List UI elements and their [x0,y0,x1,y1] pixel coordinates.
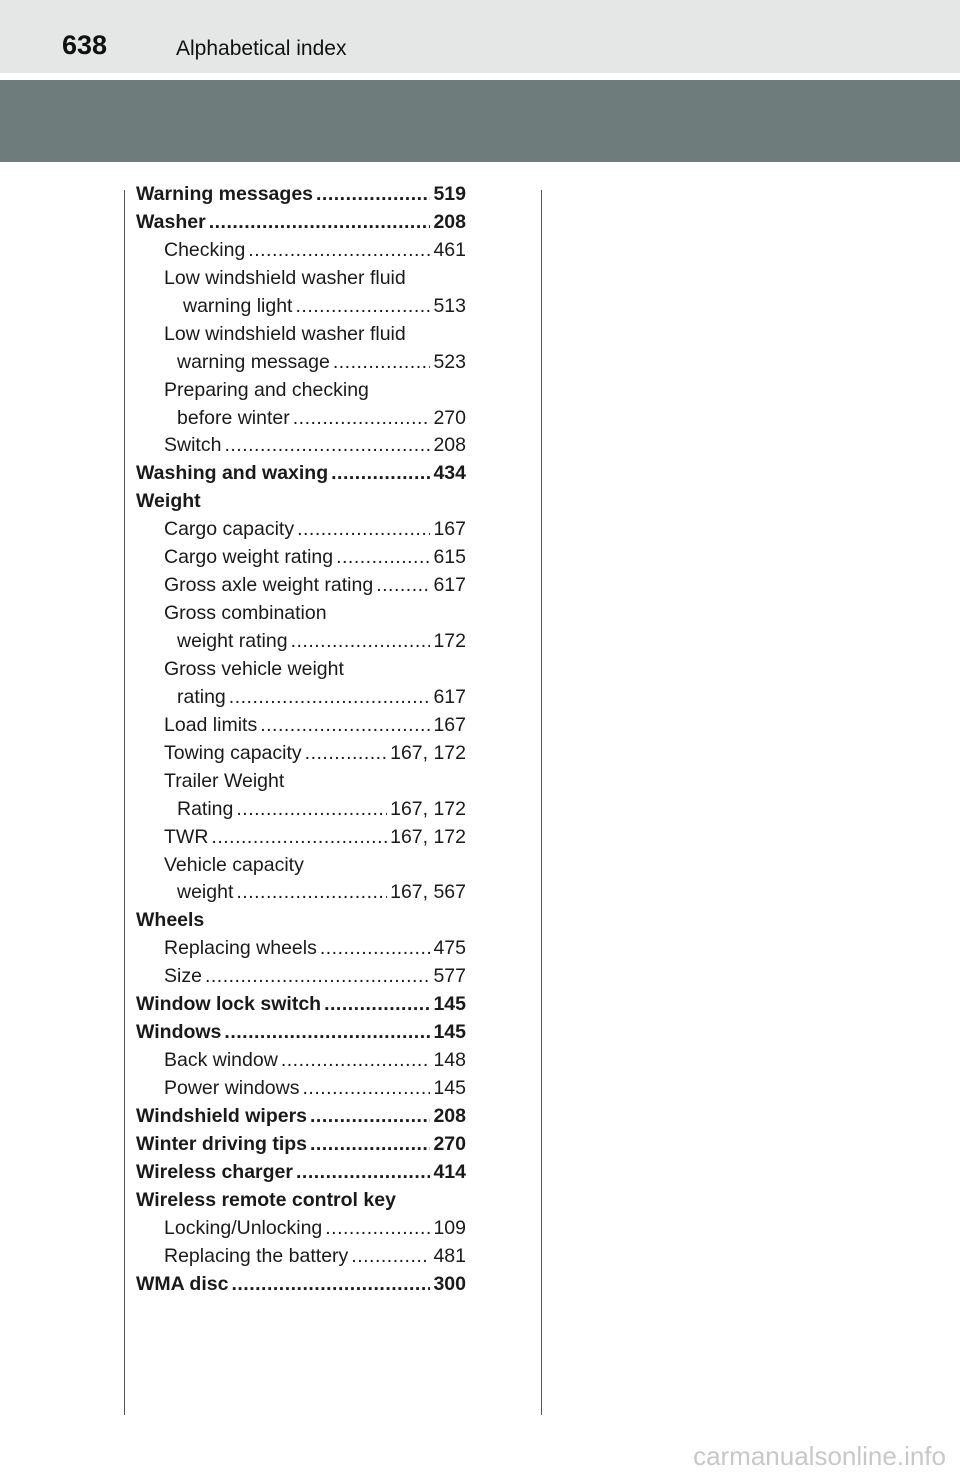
dot-leader [333,349,431,377]
entry-page-ref: 109 [433,1216,466,1239]
entry-label: Gross axle weight rating [164,574,374,597]
entry-page-ref: 145 [433,993,466,1016]
index-subentry [136,628,466,656]
index-subentry [136,572,466,600]
page-header [0,0,960,73]
entry-page-ref: 167 [433,713,466,736]
dot-leader [296,1159,430,1187]
index-entry [136,1271,466,1299]
entry-page-ref: 167, 172 [390,797,466,820]
entry-label: Winter driving tips [136,1132,307,1155]
entry-page-ref: 270 [433,406,466,429]
index-subentry [136,740,466,768]
index-subentry [136,1243,466,1271]
entry-page-ref: 481 [433,1244,466,1267]
entry-label: Wheels [136,909,205,932]
entry-label: Cargo weight rating [164,546,334,569]
section-title: Alphabetical index [176,37,347,60]
dot-leader [351,1243,430,1271]
index-subentry [136,852,466,880]
dot-leader [324,991,430,1019]
index-entry [136,1187,466,1215]
entry-label: rating [177,685,226,708]
index-entry [136,1019,466,1047]
entry-label: Warning messages [136,183,314,205]
index-subentry [136,349,466,377]
index-subentry [136,544,466,572]
entry-page-ref: 208 [433,210,466,233]
entry-page-ref: 617 [433,574,466,597]
header-band [0,80,960,162]
entry-label: Checking [164,238,246,261]
entry-label: Low windshield washer fluid [164,266,406,289]
dot-leader [305,740,387,768]
index-entry [136,907,466,935]
entry-label: Gross vehicle weight [164,657,344,680]
index-entry [136,1103,466,1131]
index-subentry [136,405,466,433]
entry-label: TWR [164,825,209,848]
entry-label: warning light [183,294,293,317]
entry-label: Low windshield washer fluid [164,322,406,345]
entry-label: Trailer Weight [164,769,285,792]
dot-leader [310,1103,430,1131]
index-subentry [136,963,466,991]
index-subentry [136,712,466,740]
dot-leader [231,1271,430,1299]
index-subentry [136,935,466,963]
entry-label: Rating [177,797,234,820]
entry-page-ref: 523 [433,350,466,373]
entry-label: Window lock switch [136,993,322,1016]
dot-leader [376,572,430,600]
index-subentry [136,768,466,796]
entry-page-ref: 519 [433,183,466,205]
entry-page-ref: 461 [433,238,466,261]
index-entry [136,991,466,1019]
index-subentry [136,321,466,349]
index-list [136,181,466,1299]
index-subentry [136,1047,466,1075]
entry-label: weight [177,881,234,904]
entry-label: Locking/Unlocking [164,1216,323,1239]
watermark: carmanualsonline.info [693,1441,946,1471]
dot-leader [331,460,430,488]
entry-page-ref: 414 [433,1160,466,1183]
entry-label: Vehicle capacity [164,853,304,876]
dot-leader [295,293,430,321]
dot-leader [224,1019,430,1047]
entry-page-ref: 148 [433,1049,466,1072]
index-entry [136,488,466,516]
index-subentry [136,265,466,293]
index-subentry [136,684,466,712]
entry-label: weight rating [177,630,288,652]
entry-page-ref: 145 [433,1077,466,1099]
entry-page-ref: 300 [433,1272,466,1295]
dot-leader [336,544,430,572]
index-subentry [136,1075,466,1103]
entry-label: Towing capacity [164,741,302,764]
index-entry [136,181,466,209]
dot-leader [224,432,430,460]
index-subentry [136,656,466,684]
entry-label: before winter [177,406,290,429]
dot-leader [209,209,431,237]
entry-page-ref: 615 [433,546,466,569]
index-entry [136,1159,466,1187]
dot-leader [236,796,387,824]
dot-leader [281,1047,431,1075]
entry-label: Gross combination [164,602,327,625]
index-subentry [136,600,466,628]
entry-label: Wireless charger [136,1160,293,1183]
index-subentry [136,879,466,907]
entry-label: Washing and waxing [136,462,329,485]
column-rule-left [124,190,125,1415]
entry-page-ref: 172 [433,630,466,652]
index-subentry [136,796,466,824]
entry-label: WMA disc [136,1272,229,1295]
index-subentry [136,1215,466,1243]
dot-leader [302,1075,430,1103]
column-rule-right [541,190,542,1415]
entry-page-ref: 434 [433,462,466,485]
entry-label: Load limits [164,713,258,736]
entry-page-ref: 475 [433,937,466,960]
entry-label: Back window [164,1049,278,1072]
index-subentry [136,293,466,321]
dot-leader [211,824,387,852]
entry-label: Washer [136,210,206,233]
entry-page-ref: 208 [433,434,466,457]
index-entry [136,209,466,237]
index-subentry [136,432,466,460]
index-entry [136,1131,466,1159]
entry-page-ref: 208 [433,1104,466,1127]
entry-page-ref: 270 [433,1132,466,1155]
entry-page-ref: 145 [433,1021,466,1044]
entry-label: Replacing the battery [164,1244,349,1267]
index-subentry [136,237,466,265]
entry-label: Size [164,965,202,988]
entry-page-ref: 577 [433,965,466,988]
index-subentry [136,377,466,405]
entry-label: Windshield wipers [136,1104,308,1127]
entry-label: Power windows [164,1077,300,1099]
dot-leader [293,405,431,433]
entry-label: Switch [164,434,222,457]
dot-leader [297,516,430,544]
entry-page-ref: 513 [433,294,466,317]
dot-leader [325,1215,430,1243]
entry-label: Cargo capacity [164,518,295,541]
entry-page-ref: 617 [433,685,466,708]
dot-leader [229,684,431,712]
dot-leader [205,963,431,991]
dot-leader [248,237,430,265]
dot-leader [310,1131,430,1159]
page-number: 638 [62,30,108,60]
dot-leader [236,879,387,907]
index-subentry [136,516,466,544]
dot-leader [316,181,430,209]
entry-page-ref: 167 [433,518,466,541]
dot-leader [260,712,430,740]
entry-label: Wireless remote control key [136,1188,396,1211]
entry-label: Windows [136,1021,222,1044]
dot-leader [320,935,431,963]
entry-page-ref: 167, 172 [390,825,466,848]
entry-page-ref: 167, 567 [390,881,466,904]
entry-label: Preparing and checking [164,378,369,401]
index-entry [136,460,466,488]
entry-label: warning message [177,350,330,373]
entry-page-ref: 167, 172 [390,741,466,764]
entry-label: Replacing wheels [164,937,317,960]
index-subentry [136,824,466,852]
entry-label: Weight [136,490,201,513]
dot-leader [291,628,431,656]
